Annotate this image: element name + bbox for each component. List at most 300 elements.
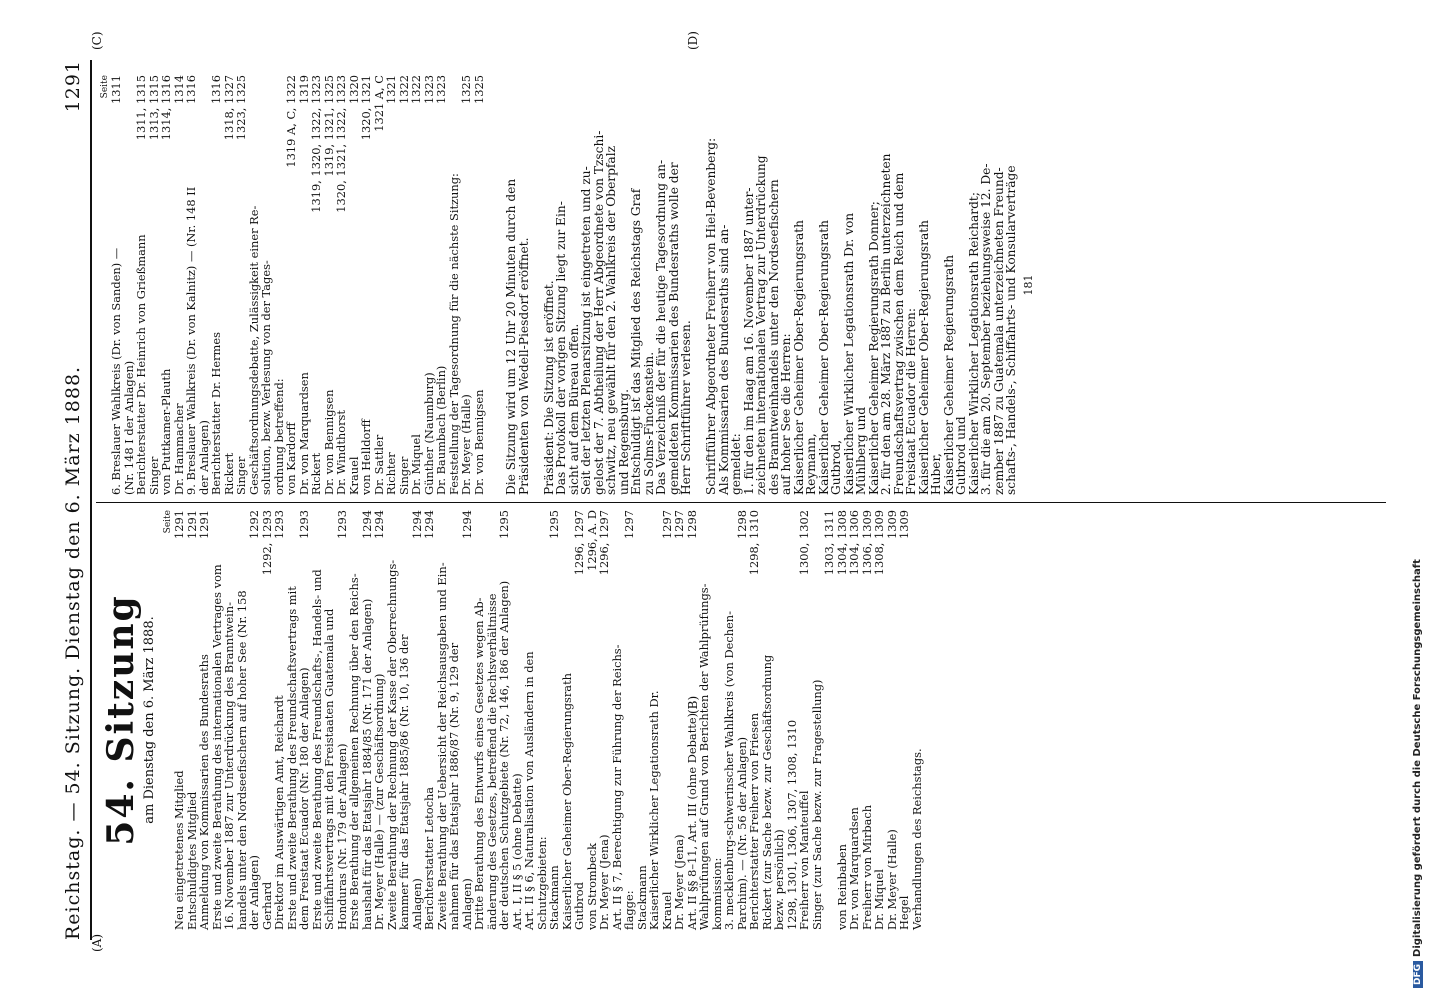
list-item-text: Krauel bbox=[659, 891, 674, 930]
list-item-page: 1311, 1315 bbox=[134, 75, 148, 141]
list-item bbox=[823, 510, 836, 930]
list-item-text: auf hoher See die Herren: bbox=[779, 333, 793, 495]
list-item-text: Die Sitzung wird um 12 Uhr 20 Minuten durch den bbox=[504, 178, 518, 495]
list-item bbox=[210, 75, 223, 495]
running-header bbox=[62, 60, 88, 940]
list-item-text: Schriftführer Abgeordneter Freiherr von Hiel-Bevenberg: bbox=[704, 137, 718, 495]
list-item-text: von Kardorff bbox=[284, 422, 298, 495]
list-item-page: 1297 bbox=[659, 510, 674, 539]
list-item-page: 1303, 1311 bbox=[822, 510, 836, 576]
list-item bbox=[110, 75, 123, 495]
list-item-text: 3. für die am 20. September beziehungsweise 12. De- bbox=[979, 163, 993, 495]
list-item-text: Dr. Meyer (Jena) bbox=[597, 834, 611, 930]
marker-c: (C) bbox=[90, 31, 104, 50]
list-item bbox=[323, 510, 336, 930]
seite-label-right: Seite bbox=[100, 75, 110, 99]
list-item-page: 1322 bbox=[409, 75, 423, 104]
list-item-text: Erste Berathung der allgemeinen Rechnung über den Reichs- bbox=[347, 573, 361, 930]
list-item-text: Dr. Windthorst bbox=[334, 410, 348, 495]
list-item-text: Kaiserlicher Geheimer Ober-Regierungsrath bbox=[916, 220, 931, 495]
list-item-page bbox=[761, 510, 774, 514]
list-item-page: 1296, A. D bbox=[584, 510, 599, 571]
list-item bbox=[273, 510, 286, 930]
list-item-page: 1297 bbox=[672, 510, 686, 539]
list-item-text: 9. Breslauer Wahlkreis (Dr. von Kalnitz) — (Nr. 148 II bbox=[184, 186, 198, 495]
list-item bbox=[598, 510, 611, 930]
list-item-page: 1294 bbox=[422, 510, 436, 539]
list-item bbox=[723, 510, 736, 930]
list-item-text: Zweite Berathung der Uebersicht der Reichsausgaben und Ein- bbox=[434, 562, 449, 930]
list-item-text: Dr. von Bennigsen bbox=[321, 389, 336, 495]
list-item bbox=[360, 75, 373, 495]
list-item bbox=[223, 510, 236, 930]
list-item bbox=[460, 75, 473, 495]
list-item-text: handels unter den Nordseefischern auf hoher See (Nr. 158 bbox=[234, 590, 249, 930]
list-item bbox=[655, 75, 668, 495]
list-item-text: Geschäftsordnungsdebatte, Zulässigkeit einer Re- bbox=[246, 205, 261, 495]
list-item-page bbox=[698, 510, 711, 514]
list-item-text: Stackmann bbox=[634, 865, 649, 930]
list-item-page: 1296, 1297 bbox=[597, 510, 611, 576]
list-item bbox=[855, 75, 868, 495]
list-item-page: 1314, 1316 bbox=[159, 75, 173, 141]
list-item-text: kommission: bbox=[709, 857, 724, 930]
marker-a: (A) bbox=[90, 933, 104, 952]
list-item-page: 1294 bbox=[459, 510, 474, 539]
list-item-text: Zweite Berathung der Rechnung der Kasse der Oberrechnungs- bbox=[384, 559, 399, 930]
list-item-page: 1294 bbox=[359, 510, 374, 539]
list-item bbox=[198, 510, 211, 930]
list-item bbox=[848, 510, 861, 930]
list-item-page: 1321 A, C bbox=[371, 75, 386, 132]
list-item-text: Gutbrod, bbox=[829, 439, 843, 495]
list-item bbox=[698, 510, 711, 930]
list-item-page: 1323 bbox=[421, 75, 436, 104]
list-item-text: Richter bbox=[384, 452, 398, 495]
list-item bbox=[680, 75, 693, 495]
list-item bbox=[410, 75, 423, 495]
list-item bbox=[398, 75, 411, 495]
list-item bbox=[298, 510, 311, 930]
proceedings-text bbox=[505, 75, 1018, 495]
list-item bbox=[605, 75, 618, 495]
list-item-text: Freistaat Ecuador die Herren: bbox=[904, 308, 918, 495]
list-item-page: 1295 bbox=[547, 510, 561, 539]
list-item-page bbox=[211, 510, 224, 514]
list-item-text: ordnung betreffend: bbox=[271, 378, 286, 495]
list-item-text: des Branntweinhandels unter den Nordseefischern bbox=[766, 179, 781, 495]
list-item-text: Dr. Meyer (Jena) bbox=[672, 834, 686, 930]
list-item-text: Kaiserlicher Geheimer Ober-Regierungsrath bbox=[791, 220, 806, 495]
list-item bbox=[755, 75, 768, 495]
list-item-text: Freundschaftsvertrag zwischen dem Reich und dem bbox=[891, 172, 906, 495]
list-item bbox=[505, 75, 518, 495]
list-item-text: Rickert (zur Sache bezw. zur Geschäftsordnung bbox=[759, 654, 774, 930]
list-item bbox=[673, 510, 686, 930]
list-item-text: Dr. Baumbach (Berlin) bbox=[434, 365, 448, 495]
list-item-page bbox=[311, 510, 324, 514]
list-item-page bbox=[386, 510, 399, 514]
list-item-page bbox=[511, 510, 524, 514]
list-item bbox=[980, 75, 993, 495]
dfg-badge: DFG bbox=[1413, 961, 1423, 988]
list-item-page: 1306, 1309 bbox=[859, 510, 874, 576]
list-item-page: 1323, 1325 bbox=[234, 75, 248, 141]
list-item-page bbox=[448, 510, 461, 514]
list-item-text: Schutzgebieten: bbox=[534, 836, 549, 930]
list-item-text: 1. für den im Haag am 16. November 1887 unter- bbox=[741, 187, 756, 495]
list-item bbox=[1005, 75, 1018, 495]
list-item-page: 1294 bbox=[409, 510, 424, 539]
list-item-page: 1293 bbox=[272, 510, 286, 539]
list-item-text: Berichterstatter Letocha bbox=[422, 786, 436, 930]
list-item-page bbox=[436, 510, 449, 514]
list-item-text: Gutbrod bbox=[572, 882, 586, 930]
list-item-text: Freiherr von Manteuffel bbox=[797, 790, 811, 930]
list-item-text bbox=[530, 75, 543, 495]
list-item-text: Kaiserlicher Geheimer Regierungsrath bbox=[941, 254, 956, 495]
list-item-text: Kaiserlicher Wirklicher Legationsrath Reichardt; bbox=[966, 192, 981, 495]
list-item bbox=[160, 75, 173, 495]
list-item-text: Entschuldigt ist das Mitglied des Reichstags Graf bbox=[629, 188, 643, 495]
list-item-text: Schiffahrtsvertrags mit den Freistaaten Guatemala und bbox=[322, 608, 336, 930]
list-item bbox=[880, 75, 893, 495]
list-item-text: Huber, bbox=[929, 453, 943, 495]
list-item-text: Dr. von Marquardsen bbox=[847, 807, 861, 930]
list-item-page: 1322 bbox=[396, 75, 411, 104]
list-item-page: 1291 bbox=[197, 510, 211, 539]
list-item-text: bezw. persönlich) bbox=[772, 829, 786, 930]
list-item-text: Rickert bbox=[221, 452, 236, 495]
list-item bbox=[473, 75, 486, 495]
list-item-text: Neu eingetretenes Mitglied bbox=[172, 770, 186, 930]
list-item-page bbox=[348, 510, 361, 514]
list-item-text: schafts-, Handels-, Schiffahrts- und Konsularverträge bbox=[1004, 165, 1018, 495]
list-item-text: von Puttkamer-Plauth bbox=[159, 368, 173, 495]
list-item-text: Anmeldung von Kommissarien des Bundesraths bbox=[197, 654, 211, 930]
list-item-text: kammer für das Etatsjahr 1885/86 (Nr. 10, 136 der bbox=[397, 634, 411, 930]
page-number: 1291 bbox=[62, 60, 84, 113]
list-item-text: (Nr. 148 I der Anlagen) bbox=[121, 360, 136, 495]
list-item bbox=[705, 75, 718, 495]
list-item-text: Berichterstatter Dr. Heinrich von Grießmann bbox=[134, 234, 148, 495]
list-item-text: dem Freistaat Ecuador (Nr. 180 der Anlagen) bbox=[297, 667, 311, 930]
list-item-page bbox=[473, 510, 486, 514]
list-item-text: Kaiserlicher Geheimer Regierungsrath Donner; bbox=[866, 201, 881, 495]
list-item-text: Das Verzeichniß der für die heutige Tagesordnung an- bbox=[654, 159, 668, 495]
list-item-text: von Strombeck bbox=[584, 842, 599, 930]
footer-number: 181 bbox=[1021, 274, 1035, 296]
list-item-text: Dr. Meyer (Halle) bbox=[884, 829, 899, 930]
table-of-contents bbox=[173, 510, 923, 930]
list-item-text: Feststellung der Tagesordnung für die nächste Sitzung: bbox=[446, 173, 461, 495]
list-item bbox=[518, 75, 531, 495]
list-item-text: zember 1887 zu Guatemala unterzeichneten Freund- bbox=[991, 167, 1006, 495]
list-item-page: 1313, 1315 bbox=[146, 75, 161, 141]
list-item-text: Anlagen) bbox=[409, 878, 424, 930]
list-item-page: 1295 bbox=[497, 510, 511, 539]
list-item bbox=[818, 75, 831, 495]
list-item-text: und Regensburg. bbox=[616, 388, 631, 495]
list-item-page bbox=[223, 510, 236, 514]
list-item bbox=[805, 75, 818, 495]
list-item-text: der deutschen Schutzgebiete (Nr. 72, 146, 186 der Anlagen) bbox=[497, 580, 511, 930]
list-item bbox=[773, 510, 786, 930]
list-item-page: 1320, 1321, 1322, 1323 bbox=[334, 75, 348, 213]
list-item-text: sicht auf dem Büreau offen. bbox=[566, 323, 581, 495]
list-item-page: 1316 bbox=[184, 75, 198, 104]
list-item-page: 1319, 1321, 1325 bbox=[321, 75, 336, 177]
list-item-text: Seit der letzten Plenarsitzung ist eingetreten und zu- bbox=[579, 166, 593, 495]
list-item-text: Freiherr von Mirbach bbox=[859, 804, 874, 930]
list-item-text: Kaiserlicher Geheimer Ober-Regierungsrath bbox=[559, 672, 574, 930]
list-item-page bbox=[773, 510, 786, 514]
list-item-text: Dr. Meyer (Halle) bbox=[459, 394, 473, 495]
list-item bbox=[135, 75, 148, 495]
right-column bbox=[100, 75, 1035, 495]
list-item-text: Art. I, II § 5 (ohne Debatte) bbox=[509, 773, 524, 930]
list-item-text: Art. II § 7, Berechtigung zur Führung der Reichs- bbox=[609, 644, 624, 930]
list-item-text: Kaiserlicher Geheimer Ober-Regierungsrath bbox=[816, 220, 831, 495]
list-item-text: Mühlberg und bbox=[854, 406, 868, 495]
list-item-text: Dr. Meyer (Halle) — (zur Geschäftsordnung) bbox=[372, 673, 386, 930]
list-item bbox=[398, 510, 411, 930]
list-item-page: 1300, 1302 bbox=[797, 510, 811, 576]
list-item bbox=[648, 510, 661, 930]
list-item bbox=[385, 75, 398, 495]
list-item-text: haushalt für das Etatsjahr 1884/85 (Nr. 171 der Anlagen) bbox=[359, 598, 374, 930]
credit-label: Digitalisierung gefördert durch die Deutsche Forschungsgemeinschaft bbox=[1412, 559, 1423, 957]
list-item bbox=[898, 510, 911, 930]
list-item-text: Hegel bbox=[897, 895, 911, 930]
list-item-page bbox=[723, 510, 736, 514]
list-item-page: 1292, 1293 bbox=[259, 510, 274, 576]
list-item-text: 2. für den am 28. März 1887 zu Berlin unterzeichneten bbox=[879, 153, 893, 495]
list-item bbox=[310, 75, 323, 495]
list-item bbox=[930, 75, 943, 495]
list-item-text: Dr. Miquel bbox=[409, 434, 423, 495]
list-item-text: gelost der 7. Abtheilung der Herr Abgeordnete von Tzschi- bbox=[591, 130, 606, 495]
list-item-page bbox=[711, 510, 724, 514]
list-item-page: 1316 bbox=[209, 75, 223, 104]
list-item bbox=[348, 510, 361, 930]
list-item-page: 1291 bbox=[184, 510, 199, 539]
list-item-text: zeichneten internationalen Vertrag zur Unterdrückung bbox=[754, 155, 768, 495]
list-item-text: gemeldeten Kommissarien des Bundesraths wolle der bbox=[666, 162, 681, 495]
list-item-text: Art. II § 6, Naturalisation von Ausländern in den bbox=[522, 651, 536, 930]
list-item-page: 1311 bbox=[109, 75, 123, 104]
list-item-page: 1320 bbox=[346, 75, 361, 104]
list-item-text: Als Kommissarien des Bundesraths sind an- bbox=[716, 224, 731, 495]
list-item-page bbox=[260, 75, 273, 79]
list-item-text: Dr. von Bennigsen bbox=[471, 389, 486, 495]
list-item bbox=[548, 510, 561, 930]
list-item-text: 1298, 1301, 1306, 1307, 1308, 1310 bbox=[784, 719, 799, 930]
list-item bbox=[573, 510, 586, 930]
list-item-text: Günther (Naumburg) bbox=[421, 372, 436, 495]
list-item bbox=[248, 510, 261, 930]
list-item bbox=[448, 510, 461, 930]
table-of-contents-continued bbox=[110, 75, 485, 495]
list-item-text: Präsidenten von Wedell-Piesdorf eröffnet. bbox=[516, 237, 531, 495]
list-item-text: Berichterstatter Freiherr von Friesen bbox=[747, 712, 761, 930]
list-item bbox=[918, 75, 931, 495]
list-item-text: 6. Breslauer Wahlkreis (Dr. von Sanden) — bbox=[109, 247, 123, 495]
list-item-text: Honduras (Nr. 179 der Anlagen) bbox=[334, 743, 349, 930]
list-item-text: Art. II §§ 8–11, Art. III (ohne Debatte) bbox=[684, 712, 699, 930]
marker-d: (D) bbox=[686, 31, 700, 50]
list-item bbox=[793, 75, 806, 495]
column-rule bbox=[96, 502, 1386, 503]
list-item bbox=[235, 75, 248, 495]
credit-text bbox=[1412, 12, 1426, 988]
list-item-page: 1314 bbox=[171, 75, 186, 104]
list-item bbox=[955, 75, 968, 495]
list-item-text: Stackmann bbox=[547, 865, 561, 930]
list-item-text: Berichterstatter Dr. Hermes bbox=[209, 332, 223, 495]
list-item-text: Herr Schriftführer verlesen. bbox=[679, 320, 693, 495]
list-item-page: 1292 bbox=[247, 510, 261, 539]
list-item-text: der Anlagen) bbox=[196, 420, 211, 495]
list-item bbox=[373, 75, 386, 495]
list-item bbox=[173, 510, 186, 930]
list-item-text: der Anlagen) bbox=[247, 855, 261, 930]
list-item-text: Reymann, bbox=[804, 433, 818, 495]
list-item-page: 1309 bbox=[884, 510, 899, 539]
list-item-page: 1319 A, C, 1322 bbox=[284, 75, 298, 168]
list-item-page: 1318, 1327 bbox=[221, 75, 236, 141]
list-item-page: 1298, 1310 bbox=[747, 510, 761, 576]
credit-strip bbox=[1412, 12, 1426, 988]
list-item-text: von Helldorff bbox=[359, 419, 373, 495]
list-item bbox=[623, 510, 636, 930]
list-item bbox=[473, 510, 486, 930]
list-item-page: 1291 bbox=[172, 510, 186, 539]
list-item-page: 1298 bbox=[734, 510, 749, 539]
list-item-text: Wahlprüfungen auf Grund von Berichten der Wahlprüfungs- bbox=[697, 583, 711, 930]
list-item-page: 1304, 1308 bbox=[834, 510, 849, 576]
list-item-page bbox=[636, 510, 649, 514]
list-item bbox=[435, 75, 448, 495]
list-item-text: solution, bezw. Verlesung von der Tages- bbox=[259, 260, 273, 495]
list-item-page: 1325 bbox=[459, 75, 473, 104]
list-item bbox=[373, 510, 386, 930]
list-item-text: 3. mecklenburg-schwerinscher Wahlkreis (von Dechen- bbox=[722, 611, 736, 930]
list-item bbox=[905, 75, 918, 495]
list-item bbox=[335, 75, 348, 495]
list-item-text: änderung des Gesetzes, betreffend die Rechtsverhältnisse bbox=[484, 593, 499, 930]
list-item-page: 1293 bbox=[334, 510, 349, 539]
list-item-text: zu Solms-Finckenstein. bbox=[641, 351, 656, 495]
list-item bbox=[780, 75, 793, 495]
list-item-page bbox=[648, 510, 661, 514]
session-title: 54. Sitzung bbox=[100, 594, 142, 846]
list-item-page: 1304, 1306 bbox=[847, 510, 861, 576]
list-item-text: Erste und zweite Berathung des internationalen Vertrages vom bbox=[209, 564, 224, 930]
list-item-text: nahmen für das Etatsjahr 1886/87 (Nr. 9, 129 der bbox=[447, 642, 461, 930]
list-item-text: Präsident: Die Sitzung ist eröffnet. bbox=[541, 280, 556, 495]
list-item bbox=[260, 75, 273, 495]
list-item-text bbox=[823, 579, 836, 930]
list-item bbox=[730, 75, 743, 495]
list-item-text: flagge: bbox=[622, 890, 636, 930]
list-item bbox=[285, 75, 298, 495]
list-item-text: Singer bbox=[396, 456, 411, 495]
list-item bbox=[423, 510, 436, 930]
list-item-page: 1323 bbox=[434, 75, 448, 104]
list-item bbox=[185, 75, 198, 495]
list-item bbox=[748, 510, 761, 930]
list-item-page: 1325 bbox=[471, 75, 486, 104]
list-item-text: Krauel bbox=[346, 456, 361, 495]
list-item bbox=[873, 510, 886, 930]
list-item bbox=[580, 75, 593, 495]
list-item-text: Verhandlungen des Reichstags. bbox=[909, 748, 924, 930]
list-item-text: Dr. Hammacher bbox=[171, 403, 186, 495]
list-item-text: schwitz, neu gewählt für den 2. Wahlkreis der Oberpfalz bbox=[604, 145, 618, 495]
list-item-page: 1296, 1297 bbox=[572, 510, 586, 576]
list-item-text: Singer bbox=[146, 456, 161, 495]
marker-b: (B) bbox=[686, 695, 700, 714]
list-item-page bbox=[323, 510, 336, 514]
list-item bbox=[718, 75, 731, 495]
list-item bbox=[530, 75, 543, 495]
list-item-text: Rickert bbox=[309, 452, 323, 495]
list-item-text: Gerhard bbox=[259, 881, 274, 930]
list-item-text: Dr. Sattler bbox=[371, 434, 386, 495]
list-item-page bbox=[248, 75, 261, 79]
left-column bbox=[100, 510, 923, 930]
list-item-text: Anlagen) bbox=[459, 878, 474, 930]
list-item-text: Dr. Miquel bbox=[872, 869, 886, 930]
list-item bbox=[630, 75, 643, 495]
list-item-text: Gutbrod und bbox=[954, 416, 968, 495]
list-item-text: von Reinbaben bbox=[834, 844, 849, 930]
list-item-page: 1319, 1320, 1322, 1323 bbox=[309, 75, 323, 213]
list-item-page bbox=[523, 510, 536, 514]
list-item-page: 1293 bbox=[297, 510, 311, 539]
list-item-page: 1309 bbox=[897, 510, 911, 539]
list-item-text: Erste und zweite Berathung des Freundschafts-, Handels- und bbox=[309, 569, 324, 930]
header-left: Reichstag. — 54. Sitzung. Dienstag den 6. März 1888. bbox=[62, 365, 84, 940]
list-item-page: 1298 bbox=[684, 510, 699, 539]
list-item-text: Parchim). — (Nr. 56 der Anlagen) bbox=[734, 736, 749, 930]
list-item-text: Dritte Berathung des Entwurfs eines Gesetzes wegen Ab- bbox=[472, 597, 486, 930]
list-item bbox=[555, 75, 568, 495]
list-item-text: Dr. von Marquardsen bbox=[296, 372, 311, 495]
list-item bbox=[498, 510, 511, 930]
list-item-text: gemeldet: bbox=[729, 433, 743, 495]
list-item-text: 16. November 1887 zur Unterdrückung des Branntwein- bbox=[222, 602, 236, 930]
list-item-page bbox=[398, 510, 411, 514]
list-item-page: 1297 bbox=[622, 510, 636, 539]
list-item bbox=[798, 510, 811, 930]
list-item bbox=[523, 510, 536, 930]
list-item-text: Direktor im Auswärtigen Amt, Reichardt bbox=[272, 695, 286, 930]
seite-label: Seite bbox=[163, 510, 173, 534]
list-item-page bbox=[911, 510, 924, 514]
list-item-text: Singer bbox=[234, 456, 248, 495]
list-item-page: 1321 bbox=[384, 75, 398, 104]
list-item bbox=[886, 510, 899, 930]
list-item-page: 1320, 1321 bbox=[359, 75, 373, 141]
list-item-page: 1319 bbox=[296, 75, 311, 104]
list-item-page: 1294 bbox=[372, 510, 386, 539]
list-item-page: 1308, 1309 bbox=[872, 510, 886, 576]
list-item bbox=[911, 510, 924, 930]
list-item-text: Entschuldigtes Mitglied bbox=[184, 791, 199, 930]
list-item bbox=[611, 510, 624, 930]
